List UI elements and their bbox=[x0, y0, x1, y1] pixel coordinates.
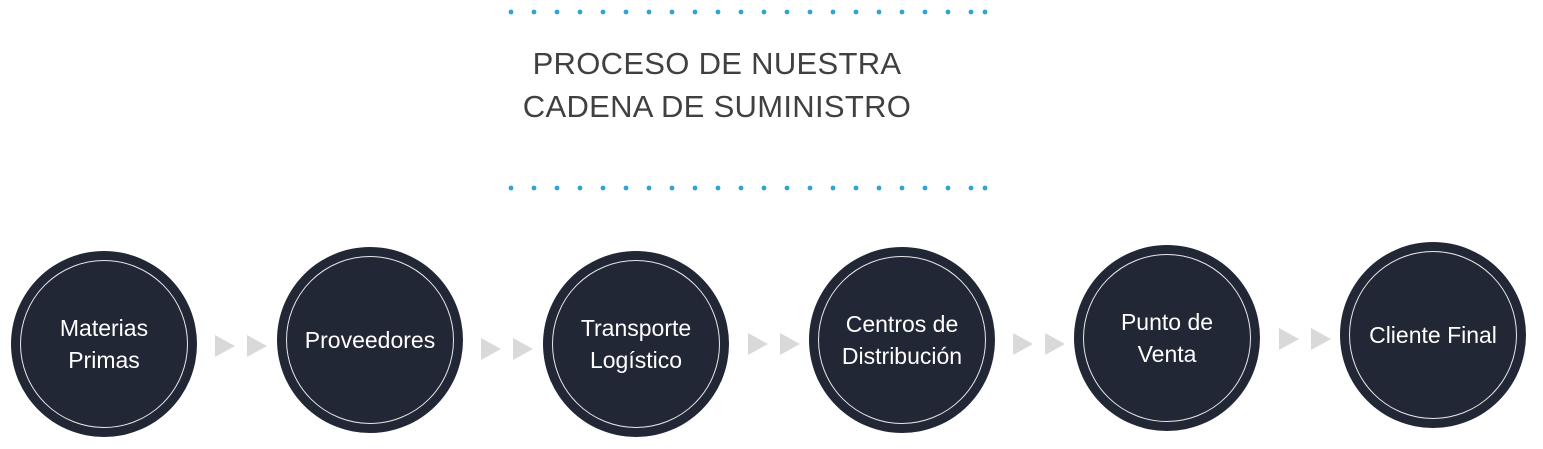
step-punto-de-venta bbox=[1074, 245, 1260, 431]
step-label: Proveedores bbox=[304, 327, 436, 353]
step-label: Transporte Logístico bbox=[580, 315, 692, 373]
step-label: Punto de Venta bbox=[1120, 309, 1214, 367]
step-centros-de-distribucion bbox=[809, 247, 995, 433]
step-materias-primas bbox=[11, 251, 197, 437]
step-label: Centros de Distribución bbox=[841, 311, 963, 369]
title-line-2: CADENA DE SUMINISTRO bbox=[522, 89, 912, 124]
top-dotted-divider bbox=[508, 9, 988, 15]
double-chevron-arrow-icon bbox=[481, 338, 535, 360]
step-cliente-final bbox=[1340, 242, 1526, 428]
step-label: Materias Primas bbox=[59, 315, 149, 373]
bottom-dotted-divider bbox=[508, 185, 988, 191]
double-chevron-arrow-icon bbox=[1013, 333, 1067, 355]
step-label: Cliente Final bbox=[1369, 322, 1497, 348]
double-chevron-arrow-icon bbox=[748, 333, 802, 355]
diagram-title bbox=[0, 42, 1434, 128]
title-line-1: PROCESO DE NUESTRA bbox=[532, 46, 902, 81]
step-transporte-logistico bbox=[543, 251, 729, 437]
double-chevron-arrow-icon bbox=[215, 335, 269, 357]
step-proveedores bbox=[277, 247, 463, 433]
double-chevron-arrow-icon bbox=[1279, 328, 1333, 350]
